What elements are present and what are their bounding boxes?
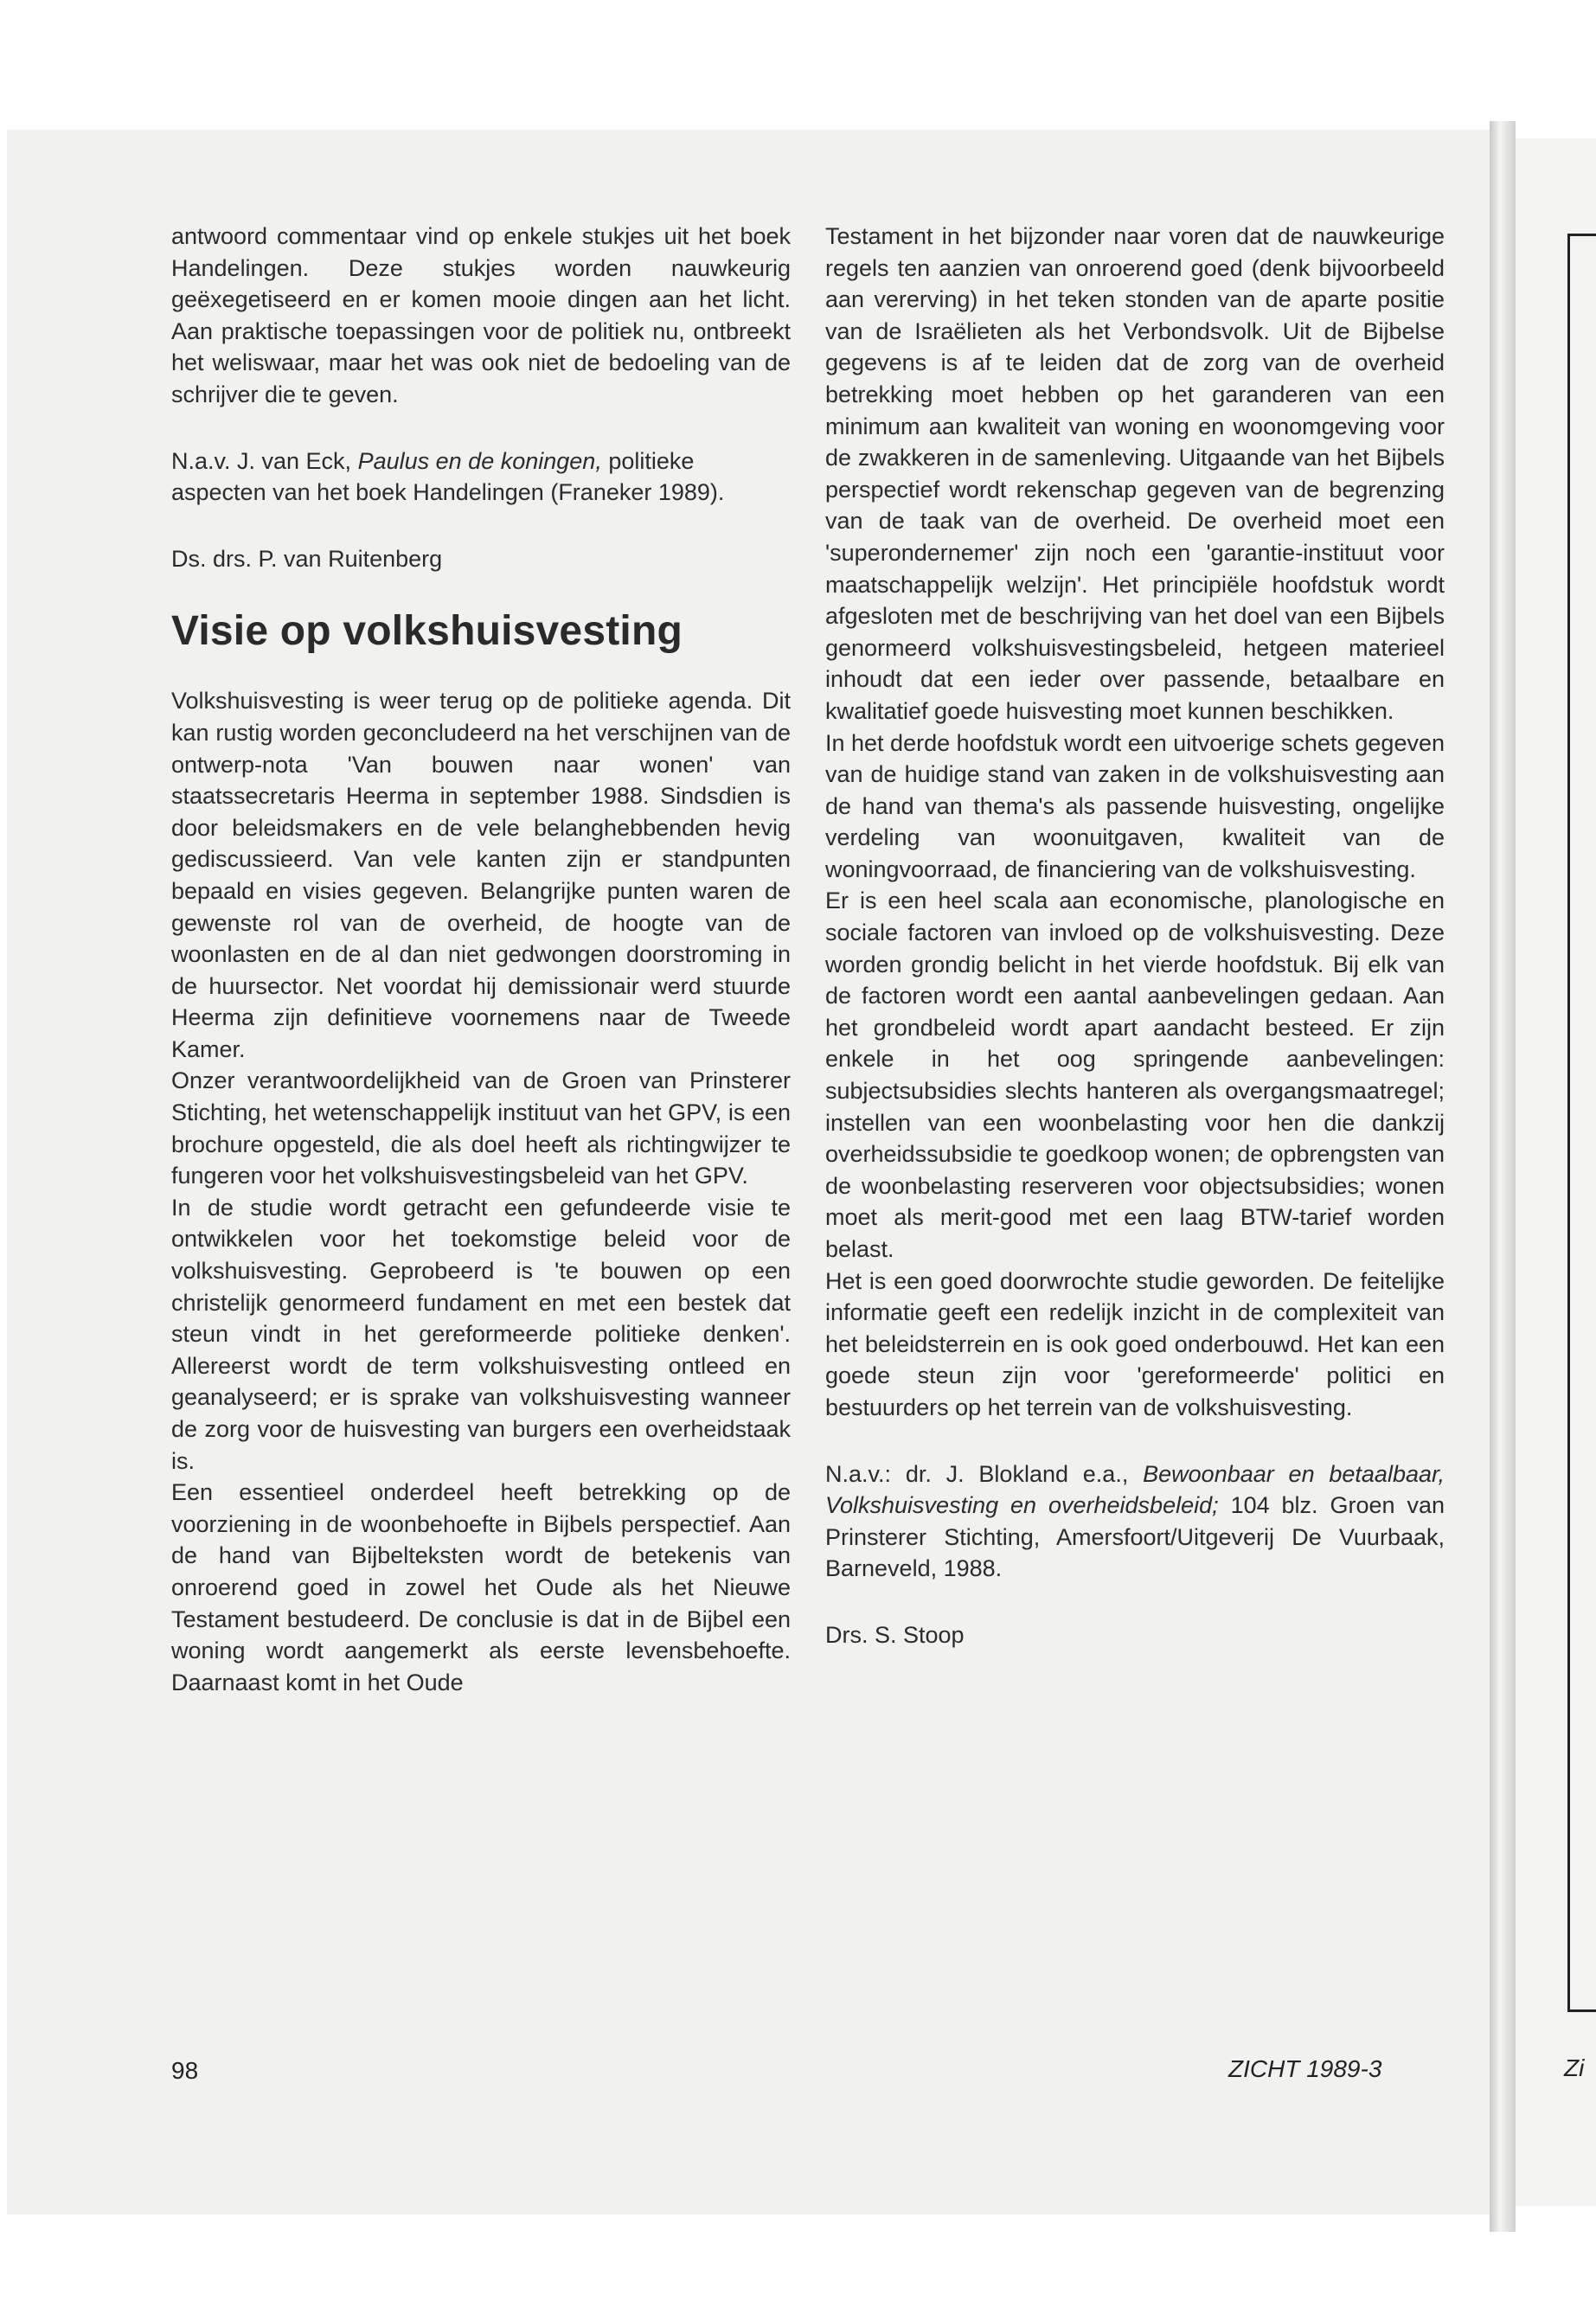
book-spine [1490,121,1516,2232]
reference-2 [825,1458,1445,1585]
reference-2-title: Bewoonbaar en betaalbaar, Volkshuisvesting en overheidsbeleid; [825,1460,1445,1519]
reference-2-prefix: N.a.v.: dr. J. Blokland e.a., [825,1460,1129,1487]
article-paragraph-3: In de studie wordt getracht een gefundeerde visie te ontwikkelen voor het toekomstige beleid voor de volkshuisvesting. Geprobeerd is 'te bouwen op een christelijk genormeerd fundament en met een bestek dat steun vindt in het gereformeerde politieke denken'. Allereerst wordt de term volkshuisvesting ontleed en geanalyseerd; er is sprake van volkshuisvesting wanneer de zorg voor de huisvesting van burgers een overheidstaak is. [171,1194,791,1474]
article-paragraph-6: In het derde hoofdstuk wordt een uitvoerige schets gegeven van de huidige stand van zaken in de volkshuisvesting aan de hand van thema's als passende huisvesting, ongelijke verdeling van woonuitgaven, kwaliteit van de woningvoorraad, de financiering van de volkshuisvesting. [825,729,1445,882]
next-page-footer-fragment: Zi [1564,2054,1585,2081]
article-paragraph-4: Een essentieel onderdeel heeft betrekking op de voorziening in de woonbehoefte in Bijbels perspectief. Aan de hand van Bijbelteksten wordt de betekenis van onroerend goed in zowel het Oude als het Nieuwe Testament bestudeerd. De conclusie is dat in de Bijbel een woning wordt aangemerkt als eerste levensbehoefte. Daarnaast komt in het Oude [171,1479,791,1695]
author-1: Ds. drs. P. van Ruitenberg [171,545,443,572]
article-title: Visie op volkshuisvesting [171,608,683,655]
article-paragraph-8: Het is een goed doorwrochte studie geworden. De feitelijke informatie geeft een redelijk inzicht in de complexiteit van het beleidsterrein en is ook goed onderbouwd. Het kan een goede steun zijn voor 'gereformeerde' politici en bestuurders op het terrein van de volkshuisvesting. [825,1267,1445,1420]
reference-1-prefix: N.a.v. J. van Eck, [171,447,352,474]
author-2: Drs. S. Stoop [825,1621,965,1648]
reference-2-rest: 104 blz. Groen van Prinsterer Stichting, Amersfoort/Uitgeverij De Vuurbaak, Barneveld, 1988. [825,1492,1445,1582]
article-paragraph-5: Testament in het bijzonder naar voren dat de nauwkeurige regels ten aanzien van onroerend goed (denk bijvoorbeeld aan vererving) in het teken stonden van de aparte positie van de Israëlieten als het Verbondsvolk. Uit de Bijbelse gegevens is af te leiden dat de zorg van de overheid betrekking moet hebben op het garanderen van een minimum aan kwaliteit van woning en woonomgeving voor de zwakkeren in de samenleving. Uitgaande van het Bijbels perspectief wordt rekenschap gegeven van de begrenzing van de taak van de overheid. De overheid moet een 'superondernemer' zijn noch een 'garantie-instituut voor maatschappelijk welzijn'. Het principiële hoofdstuk wordt afgesloten met de beschrijving van het doel van een Bijbels genormeerd volkshuisvestingsbeleid, hetgeen materieel inhoudt dat een ieder over passende, betaalbare en kwalitatief goede huisvesting moet kunnen beschikken. [825,223,1445,724]
journal-issue: ZICHT 1989-3 [1228,2055,1382,2082]
article-paragraph-7: Er is een heel scala aan economische, planologische en sociale factoren van invloed op de volkshuisvesting. Deze worden grondig belicht in het vierde hoofdstuk. Bij elk van de factoren wordt een aantal aanbevelingen gedaan. Aan het grondbeleid wordt apart aandacht besteed. Er zijn enkele in het oog springende aanbevelingen: subjectsubsidies slechts hanteren als overgangsmaatregel; instellen van een woonbelasting voor hen die dankzij overheidssubsidie te goedkoop wonen; de opbrengsten van de woonbelasting reserveren voor objectsubsidies; wonen moet als merit-good met een laag BTW-tarief worden belast. [825,888,1445,1262]
left-column [171,221,791,1698]
reference-1 [171,445,791,509]
page-number: 98 [171,2057,199,2084]
right-column [825,221,1445,1651]
intro-paragraph: antwoord commentaar vind op enkele stukjes uit het boek Handelingen. Deze stukjes worden nauwkeurig geëxegetiseerd en er komen mooie dingen aan het licht. Aan praktische toepassingen voor de politiek nu, ontbreekt het weliswaar, maar het was ook niet de bedoeling van de schrijver die te geven. [171,223,791,407]
reference-1-rest: politieke aspecten van het boek Handelingen (Franeker 1989). [171,447,725,506]
next-page-frame [1567,234,1596,2012]
article-paragraph-2: Onzer verantwoordelijkheid van de Groen van Prinsterer Stichting, het wetenschappelijk instituut van het GPV, is een brochure opgesteld, die als doel heeft als richtingwijzer te fungeren voor het volkshuisvestingsbeleid van het GPV. [171,1067,791,1189]
article-paragraph-1: Volkshuisvesting is weer terug op de politieke agenda. Dit kan rustig worden geconcludeerd na het verschijnen van de ontwerp-nota 'Van bouwen naar wonen' van staatssecretaris Heerma in september 1988. Sindsdien is door beleidsmakers en de vele belanghebbenden hevig gediscussieerd. Van vele kanten zijn er standpunten bepaald en visies gegeven. Belangrijke punten waren de gewenste rol van de overheid, de hoogte van de woonlasten en de al dan niet gedwongen doorstroming in de huursector. Net voordat hij demissionair werd stuurde Heerma zijn definitieve voornemens naar de Tweede Kamer. [171,688,791,1062]
reference-1-title: Paulus en de koningen, [357,447,602,474]
